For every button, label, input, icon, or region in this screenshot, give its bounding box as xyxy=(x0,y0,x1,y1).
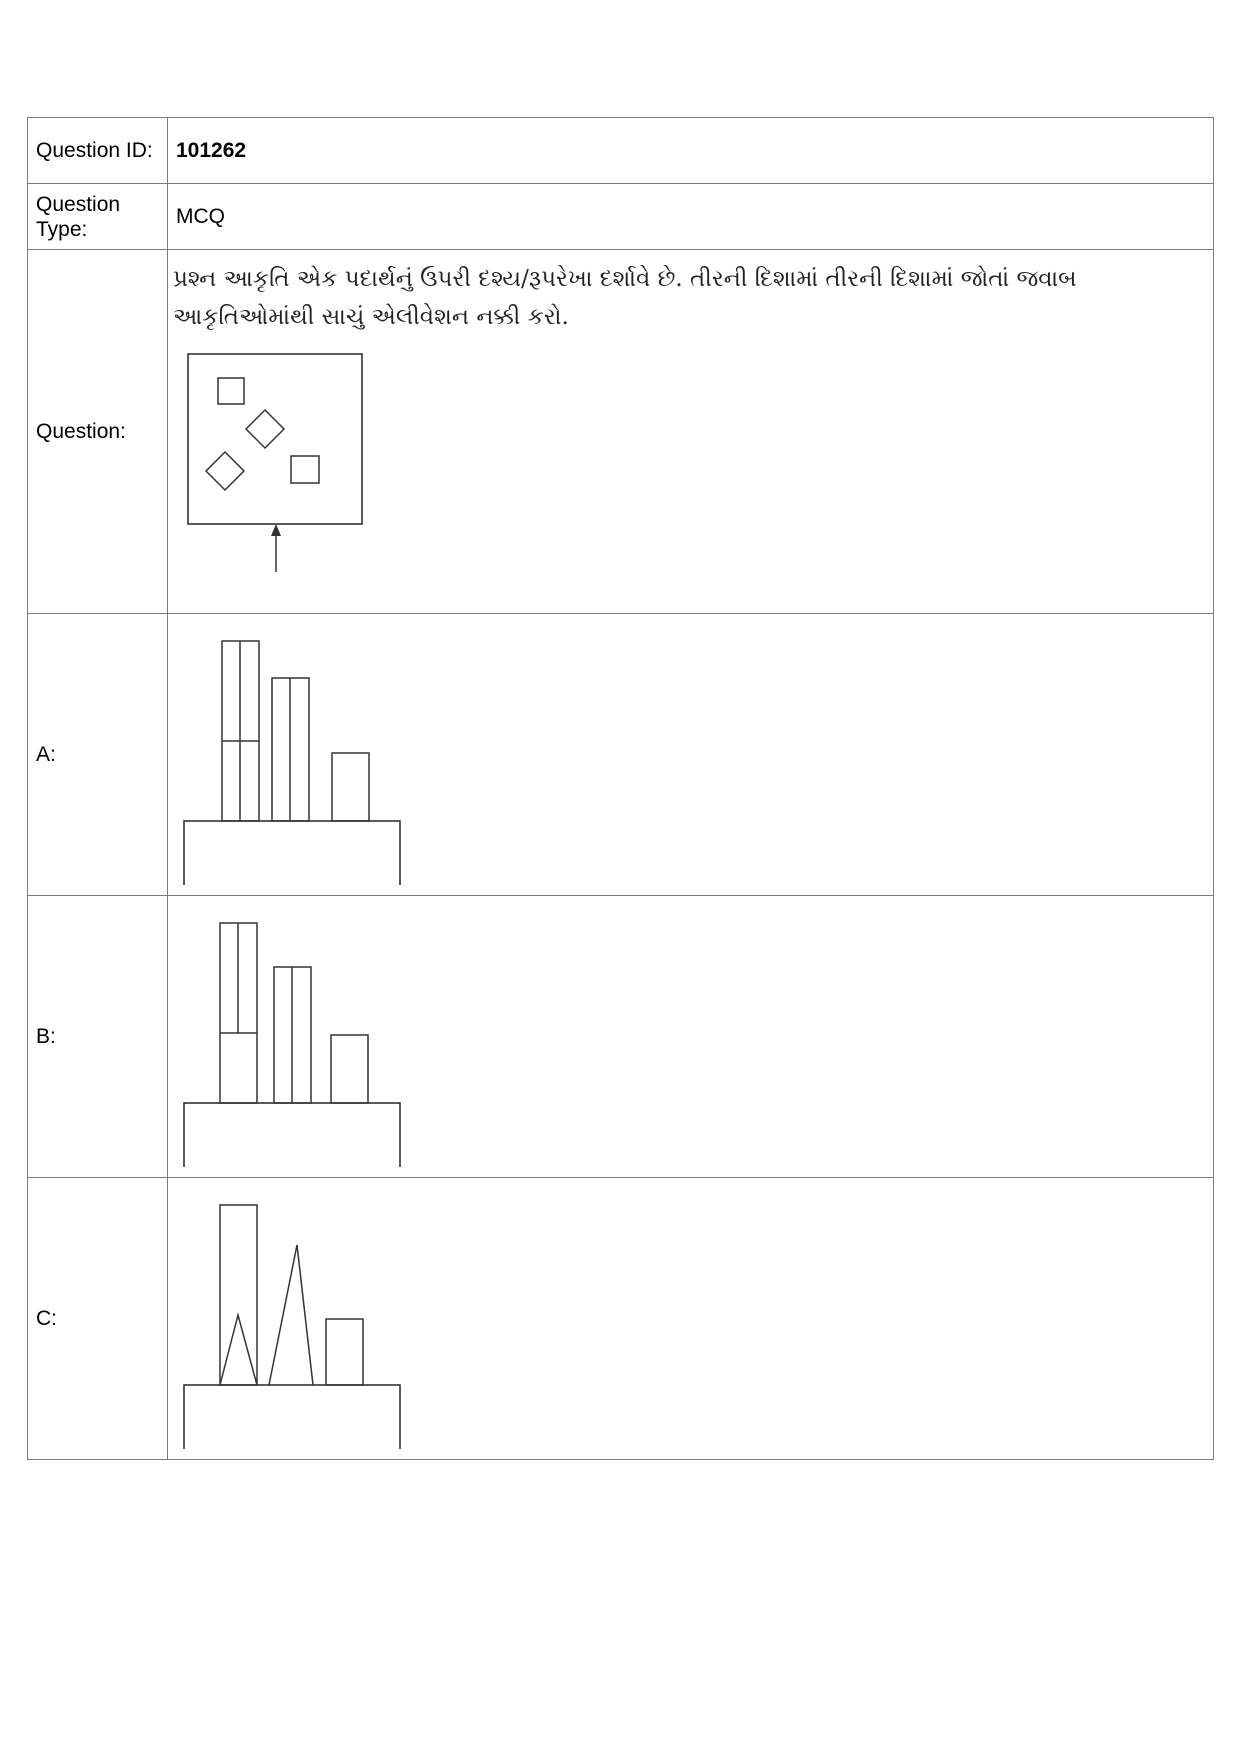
question-type-label: Question Type: xyxy=(28,184,168,250)
option-b-label: B: xyxy=(28,896,168,1178)
option-b-row xyxy=(28,896,1214,1178)
arrowhead-icon xyxy=(271,524,281,536)
question-id-label: Question ID: xyxy=(28,118,168,184)
question-text: પ્રશ્ન આકૃતિ એક પદાર્થનું ઉપરી દશ્ય/રૂપરેખા દર્શાવે છે. તીરની દિશામાં તીરની દિશામાં જોતાં જવાબ આકૃતિઓમાંથી સાચું એલીવેશન નક્કી કરો. xyxy=(173,266,1077,330)
question-id-value: 101262 xyxy=(168,118,1214,184)
option-a-row xyxy=(28,614,1214,896)
question-row xyxy=(28,250,1214,614)
option-b-figure xyxy=(168,907,408,1167)
question-figure-top-view xyxy=(168,336,388,586)
question-id-row xyxy=(28,118,1214,184)
question-cell xyxy=(168,250,1214,614)
question-type-row xyxy=(28,184,1214,250)
question-table xyxy=(27,117,1214,1460)
option-a-figure xyxy=(168,625,408,885)
option-c-label: C: xyxy=(28,1178,168,1460)
question-label: Question: xyxy=(28,250,168,614)
option-c-cell xyxy=(168,1178,1214,1460)
question-type-value: MCQ xyxy=(168,184,1214,250)
option-a-cell xyxy=(168,614,1214,896)
option-a-label: A: xyxy=(28,614,168,896)
option-b-cell xyxy=(168,896,1214,1178)
option-c-figure xyxy=(168,1189,408,1449)
option-c-row xyxy=(28,1178,1214,1460)
